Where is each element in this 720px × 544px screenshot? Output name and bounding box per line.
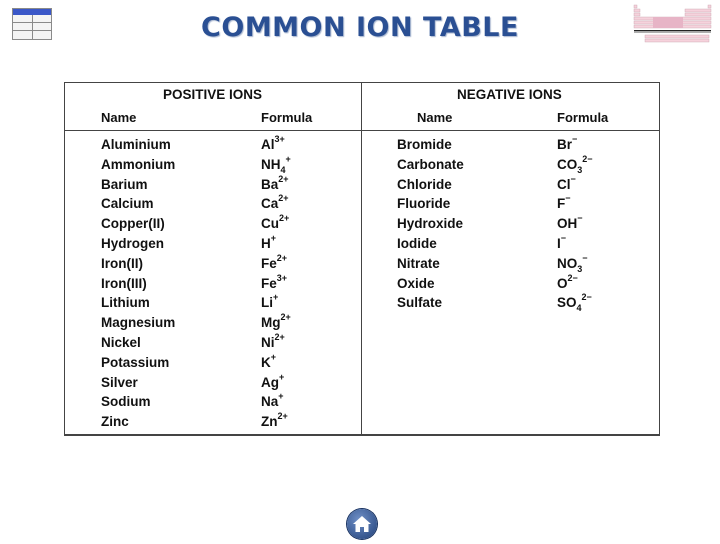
home-button[interactable] [347,509,377,539]
formula-symbol: Cu [261,216,279,232]
formula-charge: 2− [582,153,593,164]
positive-ion-formula [261,353,276,373]
formula-symbol: OH [557,216,578,232]
formula-charge: − [572,134,578,144]
negative-ion-name: Iodide [397,236,437,251]
formula-symbol: O [557,275,568,291]
positive-ion-name: Copper(II) [101,216,165,232]
formula-symbol: Fe [261,275,277,291]
positive-ion-formula [261,373,284,393]
formula-charge: 2+ [278,193,289,204]
formula-subscript: 3 [577,164,583,175]
positive-ion-name: Zinc [101,414,129,430]
negative-ion-formula [557,254,588,274]
periodic-table-icon [633,4,713,44]
formula-symbol: F [557,196,566,212]
positive-row [101,353,341,373]
positive-ion-name: Lithium [101,295,150,311]
formula-charge: 3+ [276,272,288,283]
formula-symbol: Li [261,295,273,311]
formula-symbol: Cl [557,176,571,192]
formula-charge: + [273,292,279,303]
positive-ion-name: Potassium [101,354,170,370]
positive-row [101,274,341,294]
positive-ion-formula [261,234,276,254]
positive-ion-formula [261,293,278,313]
positive-row [101,412,341,432]
formula-subscript: 3 [577,263,583,274]
positive-row [101,373,341,393]
formula-charge: 3+ [274,134,285,144]
formula-charge: − [577,213,583,224]
negative-ion-name: Sulfate [397,295,443,311]
formula-symbol: I [557,236,561,251]
formula-symbol: Ca [261,196,279,212]
negative-row [397,254,637,274]
positive-ion-name: Iron(II) [101,255,143,271]
positive-row [101,214,341,234]
positive-row [101,155,341,175]
positive-ion-name: Silver [101,374,138,390]
negative-formula-header: Formula [557,110,609,125]
header-rule [65,130,659,131]
formula-symbol: CO [557,156,578,172]
formula-symbol: Na [261,394,279,410]
negative-ion-name: Bromide [397,137,452,152]
formula-charge: 2+ [279,213,290,224]
positive-ion-name: Aluminium [101,137,171,152]
negative-row [397,293,637,313]
negative-row [397,234,637,254]
formula-charge: + [285,153,291,164]
formula-charge: 2+ [276,252,288,263]
positive-row [101,194,341,214]
negative-ion-name: Fluoride [397,196,451,212]
formula-charge: 2+ [277,411,288,422]
negative-ions-heading: NEGATIVE IONS [457,87,562,102]
positive-ion-formula [261,175,289,195]
positive-row [101,333,341,353]
positive-ion-formula [261,333,285,353]
formula-charge: − [565,193,571,204]
positive-row [101,135,341,155]
page-title: COMMON ION TABLE [201,12,519,43]
formula-charge: 2+ [274,332,285,342]
formula-symbol: H [261,236,271,251]
positive-formula-header: Formula [261,110,313,125]
formula-subscript: 4 [280,164,286,175]
formula-symbol: Zn [261,414,278,430]
formula-symbol: Ba [261,176,279,192]
positive-row [101,175,341,195]
negative-ion-formula [557,293,592,313]
negative-row [397,214,637,234]
negative-ion-name: Oxide [397,275,435,291]
positive-ion-formula [261,412,288,432]
negative-ion-formula [557,214,583,234]
negative-ion-formula [557,194,571,214]
formula-symbol: K [261,354,271,370]
formula-subscript: 4 [576,303,582,314]
negative-row [397,155,637,175]
positive-ion-formula [261,155,291,175]
formula-charge: − [560,233,567,243]
ion-table [64,82,660,436]
positive-ion-name: Magnesium [101,315,176,331]
negative-ion-name: Hydroxide [397,216,464,232]
positive-ion-formula [261,274,287,294]
formula-charge: 2− [567,272,578,283]
formula-charge: − [570,173,576,184]
positive-row [101,254,341,274]
positive-ions-heading: POSITIVE IONS [163,87,263,102]
formula-symbol: SO [557,295,577,311]
positive-ion-name: Sodium [101,394,151,410]
negative-ion-name: Chloride [397,176,452,192]
positive-row [101,234,341,254]
negative-row [397,175,637,195]
positive-ion-name: Calcium [101,196,154,212]
negative-row [397,135,637,155]
formula-charge: − [582,252,588,263]
formula-charge: + [279,371,285,382]
formula-symbol: NO [557,255,578,271]
positive-ion-name: Barium [101,176,148,192]
negative-ion-formula [557,175,576,195]
negative-row [397,194,637,214]
formula-charge: 2+ [280,312,291,323]
formula-symbol: Ag [261,374,279,390]
positive-row [101,293,341,313]
positive-row [101,392,341,412]
positive-ion-formula [261,214,289,234]
positive-row [101,313,341,333]
positive-ion-formula [261,313,291,333]
formula-charge: + [270,351,277,362]
formula-symbol: NH [261,156,281,172]
formula-charge: 2− [581,292,592,303]
positive-ion-name: Nickel [101,335,141,350]
formula-charge: + [270,233,277,243]
negative-row [397,274,637,294]
negative-ion-formula [557,274,578,294]
negative-ion-formula [557,135,577,155]
formula-symbol: Al [261,137,275,152]
negative-ion-name: Nitrate [397,255,440,271]
negative-ion-formula [557,234,566,254]
formula-charge: 2+ [278,173,289,184]
formula-symbol: Ni [261,335,275,350]
positive-ion-name: Hydrogen [101,236,165,251]
positive-ion-formula [261,194,289,214]
formula-symbol: Br [557,137,573,152]
positive-ion-formula [261,392,284,412]
column-divider [361,83,362,434]
positive-ion-name: Iron(III) [101,275,147,291]
positive-ion-name: Ammonium [101,156,176,172]
negative-ion-name: Carbonate [397,156,464,172]
positive-ion-formula [261,135,285,155]
formula-charge: + [278,391,284,402]
negative-name-header: Name [417,110,453,125]
formula-symbol: Fe [261,255,277,271]
positive-name-header: Name [101,110,137,125]
formula-symbol: Mg [261,315,281,331]
negative-ion-formula [557,155,593,175]
positive-ion-formula [261,254,287,274]
home-icon [347,509,377,539]
